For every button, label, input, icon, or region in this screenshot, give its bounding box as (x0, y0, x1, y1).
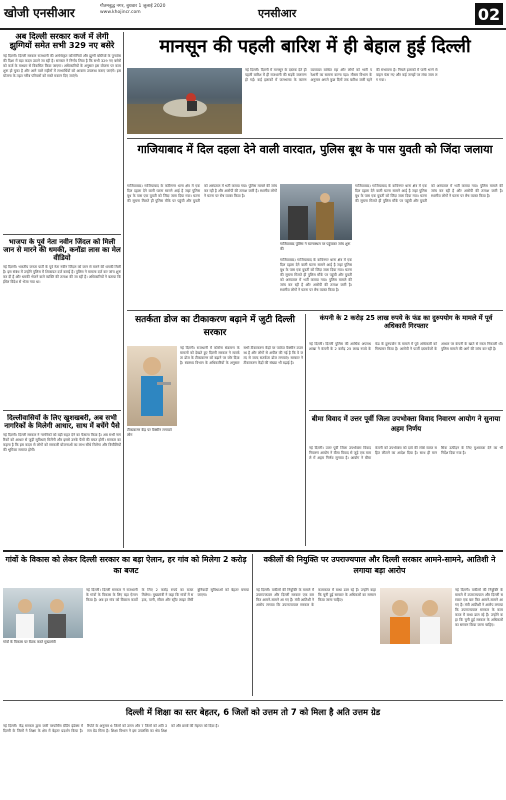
divider (309, 410, 503, 411)
villages-photo-caption: गांवों के विकास पर बैठक करते मुख्यमंत्री (3, 640, 56, 644)
crime-photo (280, 184, 352, 240)
top-story-headline: मानसून की पहली बारिश में ही बेहाल हुई दिल्ली (159, 36, 471, 57)
vaccine-photo-caption: टीकाकरण केंद्र पर वैक्सीन लगवाते लोग (127, 428, 172, 437)
left-top-article (3, 32, 121, 232)
top-story-headline-box (127, 32, 503, 66)
consumer-headline-box (309, 414, 503, 444)
left-mid-article (3, 238, 121, 406)
education-body: नई दिल्ली। केंद्र सरकार द्वारा जारी परफॉर्मेंस ग्रेडिंग इंडेक्स में दिल्ली के जिलों ने शिक्षा के क्षेत्र में बेहतर प्रदर्शन किया है। रिपोर्ट के अनुसार 6 जिलों को उत्तम और 7 जिलों को अति उत्तम ग्रेड मिला है। शिक्षा विभाग ने इस उपलब्धि का श्रेय शिक्षकों और छात्रों की मेहनत को दिया है। (3, 724, 219, 733)
crime-photo-caption: गाजियाबाद पुलिस ने घटनास्थल पर पहुंचकर जांच शुरू की (280, 242, 351, 251)
lawyers-right-box (455, 588, 503, 696)
lawyers-headline: वकीलों की नियुक्ति पर उपराज्यपाल और दिल्ली सरकार आमने-सामने, आतिशी ने लगाया बड़ा आरोप (263, 555, 496, 575)
lawyers-body: नई दिल्ली। वकीलों की नियुक्ति के मामले में उपराज्यपाल और दिल्ली सरकार एक बार फिर आमने-सामने आ गए हैं। मंत्री आतिशी ने आरोप लगाया कि उपराज्यपाल सरकार के कामकाज में बाधा डाल रहे हैं। उन्होंने कहा कि चुनी हुई सरकार के अधिकारों का सम्मान किया जाना चाहिए। (256, 588, 376, 607)
crime-headline: गाजियाबाद में दिल दहला देने वाली वारदात, पुलिस बूथ के पास युवती को जिंदा जलाया (137, 143, 493, 156)
date-text: गौतमबुद्ध नगर, बुधवार 1 जुलाई 2020 (100, 4, 166, 9)
meeting-illustration (3, 588, 83, 638)
left-bottom-article (3, 414, 121, 546)
divider (127, 310, 503, 311)
lawyers-body-right: नई दिल्ली। वकीलों की नियुक्ति के मामले में उपराज्यपाल और दिल्ली सरकार एक बार फिर आमने-सामने आ गए हैं। मंत्री आतिशी ने आरोप लगाया कि उपराज्यपाल सरकार के कामकाज में बाधा डाल रहे हैं। उन्होंने कहा कि चुनी हुई सरकार के अधिकारों का सम्मान किया जाना चाहिए। (455, 588, 503, 627)
right-top-headline: कंपनी के 2 करोड़ 25 लाख रुपये के फंड का दुरुपयोग के मामले में पूर्व अधिकारी गिरफ्तार (319, 314, 493, 331)
crime-body-box (127, 184, 277, 306)
villages-headline-box (3, 554, 249, 584)
divider (127, 138, 503, 139)
consumer-headline: बीमा विवाद में उत्तर पूर्वी जिला उपभोक्ता विवाद निवारण आयोग ने सुनाया अहम निर्णय (311, 415, 501, 433)
article-body: नई दिल्ली। दिल्ली सरकार ने नागरिकों को बड़ी राहत देने का फैसला किया है। अब सभी नागरिकों को आधार से जुड़ी सुविधाएं मिलेंगी और इससे उनके पैसों की बचत होगी। सरकार का कहना है कि इस कदम से लोगों को सरकारी योजनाओं का लाभ सीधे मिलेगा और बिचौलियों की भूमिका समाप्त होगी। (3, 433, 121, 453)
lawyers-body-box (256, 588, 376, 696)
divider (3, 234, 121, 235)
divider (3, 700, 503, 701)
top-story-body-box (245, 68, 503, 136)
lawyers-headline-box (256, 554, 503, 584)
section-title: एनसीआर (258, 7, 297, 20)
education-body-box (3, 724, 503, 798)
article-body: नई दिल्ली। दिल्ली सरकार राजधानी की अनधिकृत कॉलोनियों और झुग्गी बस्तियों के पुनर्वास की दिशा में बड़ा कदम उठाने जा रही है। सरकार ने निर्णय लिया है कि सभी 329 नए बसेरों को कर्ज के माध्यम से विकसित किया जाएगा। अधिकारियों के अनुसार इस योजना पर काम शुरू हो चुका है और आने वाले महीनों में लाभार्थियों को आवास उपलब्ध कराए जाएंगे। इस योजना के तहत गरीब परिवारों को सस्ते मकान दिए जाएंगे। (3, 53, 121, 78)
vaccination-illustration (127, 346, 177, 426)
education-headline: दिल्ली में शिक्षा का स्तर बेहतर, 6 जिलों को उत्तम तो 7 को मिला है अति उत्तम ग्रेड (125, 707, 381, 717)
masthead (0, 0, 506, 28)
crime-body: गाजियाबाद। गाजियाबाद के कविनगर थाना क्षेत्र में एक दिल दहला देने वाली घटना सामने आई है जहां पुलिस बूथ के पास एक युवती को जिंदा जला दिया गया। घटना की सूचना मिलते ही पुलिस मौके पर पहुंची और युवती को अस्पताल में भर्ती कराया गया। पुलिस मामले की जांच कर रही है और आरोपी की तलाश जारी है। स्थानीय लोगों ने घटना पर रोष व्यक्त किया है। (127, 184, 277, 203)
consumer-body-box (309, 446, 503, 546)
crime-body-right: गाजियाबाद। गाजियाबाद के कविनगर थाना क्षेत्र में एक दिल दहला देने वाली घटना सामने आई है जहां पुलिस बूथ के पास एक युवती को जिंदा जला दिया गया। घटना की सूचना मिलते ही पुलिस मौके पर पहुंची और युवती को अस्पताल में भर्ती कराया गया। पुलिस मामले की जांच कर रही है और आरोपी की तलाश जारी है। स्थानीय लोगों ने घटना पर रोष व्यक्त किया है। (355, 184, 503, 203)
consumer-body: नई दिल्ली। उत्तर पूर्वी जिला उपभोक्ता विवाद निवारण आयोग ने बीमा विवाद से जुड़े एक मामले में अहम निर्णय सुनाया है। आयोग ने बीमा कंपनी को उपभोक्ता को दावे की राशि ब्याज सहित लौटाने का आदेश दिया है। साथ ही मानसिक उत्पीड़न के लिए मुआवजा देने का भी निर्देश दिया गया है। (309, 446, 503, 460)
leaders-illustration (380, 588, 452, 644)
article-headline: अब दिल्ली सरकार कर्ज में लेगी झुग्गियों समेत सभी 329 नए बसेरे (9, 32, 115, 51)
vaccine-body: नई दिल्ली। राजधानी में कोरोना संक्रमण के मामलों को देखते हुए दिल्ली सरकार ने सतर्कता डोज के टीकाकरण को बढ़ाने पर जोर दिया है। स्वास्थ्य विभाग के अधिकारियों के अनुसार सभी टीकाकरण केंद्रों पर पर्याप्त वैक्सीन उपलब्ध है और लोगों से अपील की गई है कि वे जल्द से जल्द सतर्कता डोज लगवाएं। सरकार ने टीकाकरण केंद्रों की संख्या भी बढ़ाई है। (180, 346, 303, 365)
article-body: नई दिल्ली। भारतीय जनता पार्टी के पूर्व नेता नवीन जिंदल को जान से मारने की धमकी मिली है। इस संबंध में उन्होंने पुलिस में शिकायत दर्ज कराई है। पुलिस ने मामला दर्ज कर जांच शुरू कर दी है और धमकी भेजने वाले व्यक्ति की तलाश की जा रही है। अधिकारियों ने बताया कि ईमेल विदेश से भेजा गया था। (3, 265, 121, 285)
flood-photo (127, 68, 242, 134)
vaccine-body-box (180, 346, 303, 546)
crime-body-cont (280, 258, 352, 306)
police-scene-illustration (280, 184, 352, 240)
education-headline-box (3, 704, 503, 722)
vaccine-photo (127, 346, 177, 426)
villages-body-box (86, 588, 249, 696)
newspaper-logo: खोजी एनसीआर (4, 6, 75, 20)
top-story-body: नई दिल्ली। दिल्ली में मानसून के दस्तक देते ही पहली बारिश में ही राजधानी की सड़कें जलमग्न हो गईं। कई इलाकों में जलभराव के कारण यातायात बाधित रहा और लोगों को भारी परेशानी का सामना करना पड़ा। मौसम विभाग के अनुसार अगले कुछ दिनों तक बारिश जारी रहने की संभावना है। निचले इलाकों में पानी भरने से वाहन फंस गए और कई जगहों पर लंबा जाम लग गया। (245, 68, 438, 82)
article-headline: दिल्लीवासियों के लिए खुशखबरी, अब सभी नागरिकों के मिलेगी आधार, साथ में बचेंगे पैसे (4, 414, 120, 431)
divider (3, 410, 121, 411)
right-top-body-box (309, 342, 503, 406)
section-divider (3, 550, 503, 552)
website-text: www.khojincr.com (100, 10, 141, 15)
villages-photo (3, 588, 83, 638)
crime-right-box (355, 184, 503, 306)
page-number: 02 (475, 3, 503, 25)
villages-headline: गांवों के विकास को लेकर दिल्ली सरकार का बड़ा ऐलान, हर गांव को मिलेगा 2 करोड़ का बजट (5, 555, 247, 575)
lawyers-photo (380, 588, 452, 644)
vaccine-headline-box (127, 314, 303, 344)
article-headline: भाजपा के पूर्व नेता नवीन जिंदल को मिली जान से मारने की धमकी, कनॉडा लास का मेल वीडियो (3, 238, 121, 263)
crime-body-continued: गाजियाबाद। गाजियाबाद के कविनगर थाना क्षेत्र में एक दिल दहला देने वाली घटना सामने आई है जहां पुलिस बूथ के पास एक युवती को जिंदा जला दिया गया। घटना की सूचना मिलते ही पुलिस मौके पर पहुंची और युवती को अस्पताल में भर्ती कराया गया। पुलिस मामले की जांच कर रही है और आरोपी की तलाश जारी है। स्थानीय लोगों ने घटना पर रोष व्यक्त किया है। (280, 258, 352, 292)
column-rule (252, 554, 253, 696)
flood-photo-illustration (127, 68, 242, 134)
crime-headline-box (127, 142, 503, 182)
column-rule (305, 314, 306, 546)
column-rule (123, 32, 124, 548)
right-top-headline-box (309, 314, 503, 340)
masthead-rule (0, 28, 506, 30)
villages-body: नई दिल्ली। दिल्ली सरकार ने राजधानी के गांवों के विकास के लिए बड़ा ऐलान किया है। अब हर गांव को विकास कार्यों के लिए 2 करोड़ रुपये का बजट मिलेगा। मुख्यमंत्री ने कहा कि गांवों में सड़क, पानी, सीवर और स्ट्रीट लाइट जैसी बुनियादी सुविधाओं को बेहतर बनाया जाएगा। (86, 588, 249, 602)
vaccine-headline: सतर्कता डोज का टीकाकरण बढ़ाने में जुटी दिल्ली सरकार (135, 315, 295, 338)
dateline (100, 4, 166, 16)
right-top-body: नई दिल्ली। दिल्ली पुलिस की आर्थिक अपराध शाखा ने कंपनी के 2 करोड़ 25 लाख रुपये के फंड के दुरुपयोग के मामले में पूर्व अधिकारी को गिरफ्तार किया है। आरोपी ने फर्जी दस्तावेजों के आधार पर कंपनी के खाते से रकम निकाली थी। पुलिस मामले की आगे की जांच कर रही है। (309, 342, 503, 351)
